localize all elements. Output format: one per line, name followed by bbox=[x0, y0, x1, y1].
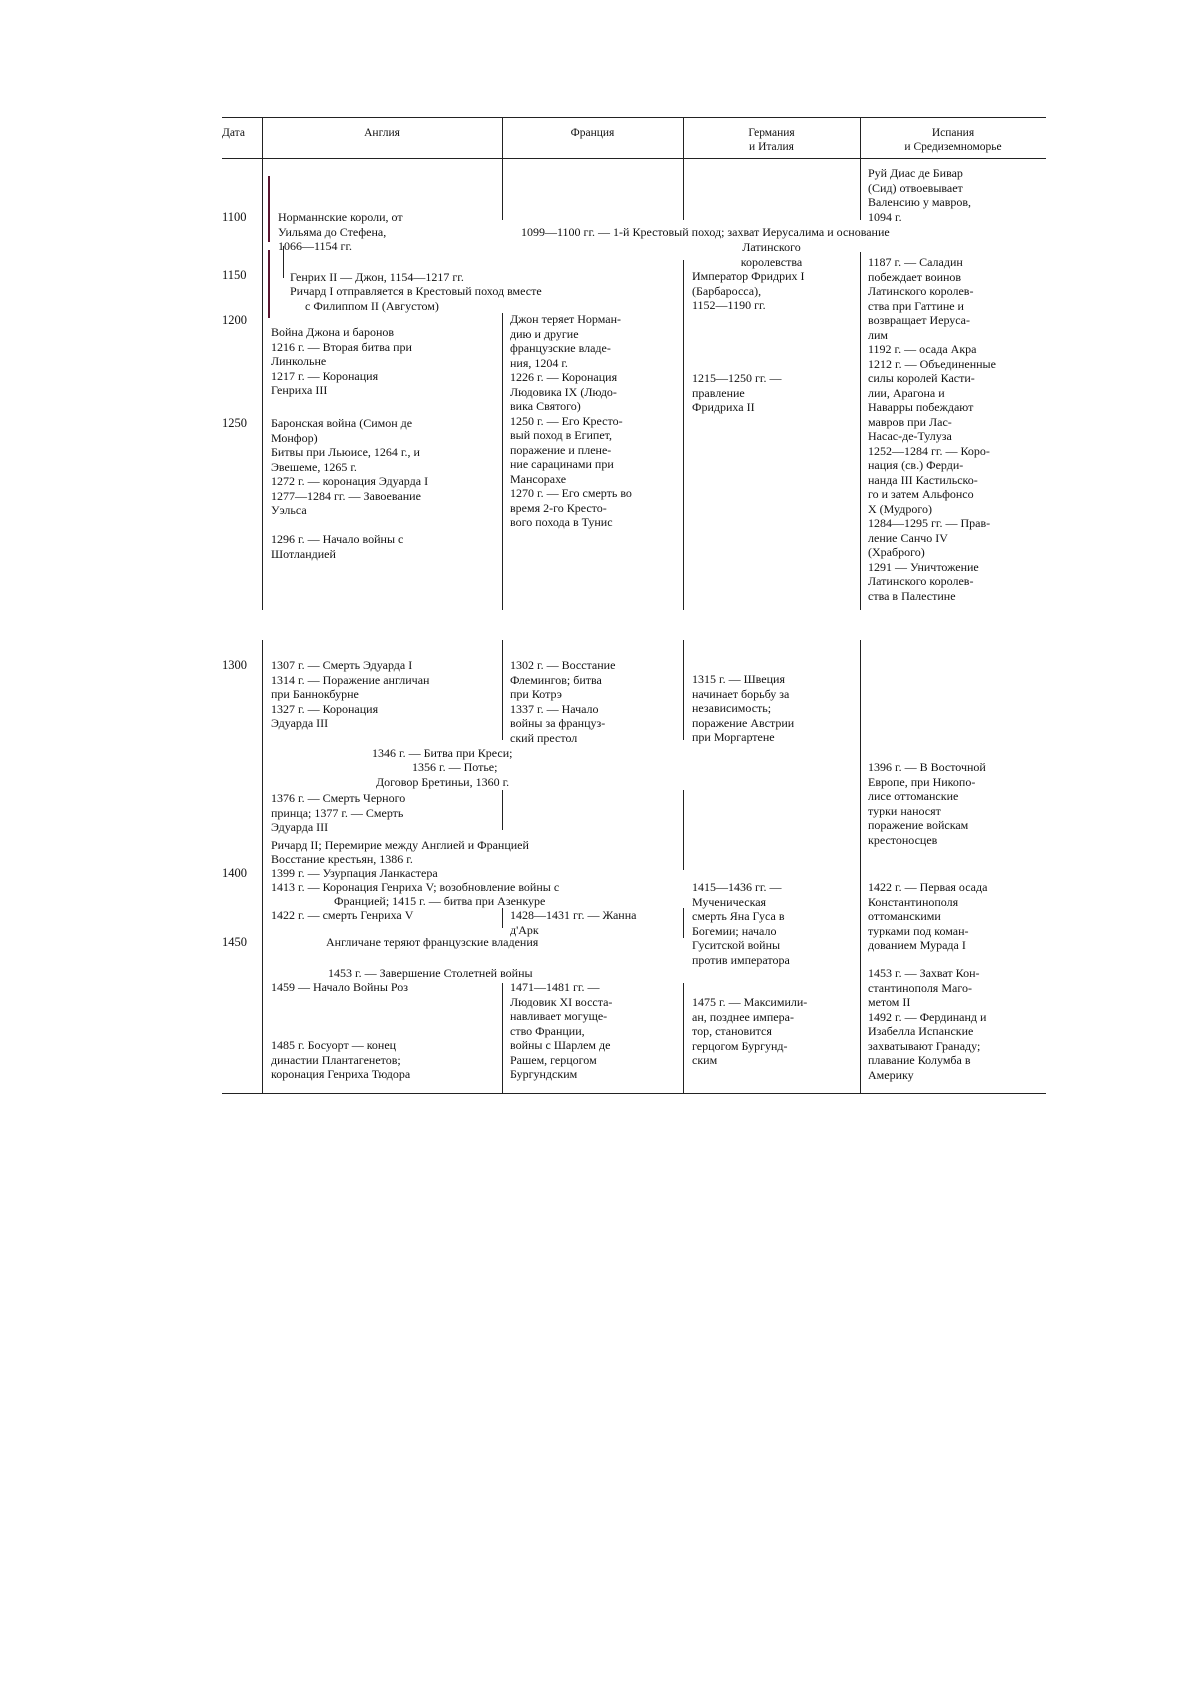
col-divider bbox=[262, 158, 263, 610]
germany-hus: 1415—1436 гг. — Мученическая смерть Яна Гуса в Богемии; начало Гуситской войны против императора bbox=[692, 880, 790, 967]
spain-section1: 1187 г. — Саладин побеждает воинов Латинского королев- ства при Гаттине и возвращает Иерусa- лим 1192 г. — осада Акра 1212 г. — Объединенные силы королей Касти- лии, Арагона и Наварры побеждают мавров при Лас- Насас-де-Тулуза 1252—1284 гг. — Коро- нация (св.) Ферди- нанда III Кастильско- го и затем Альфонсо X (Мудрого) 1284—1295 гг. — Прав- ление Санчо IV (Храброго) 1291 — Уничтожение Латинского королев- ства в Палестине bbox=[868, 255, 996, 603]
year-1200: 1200 bbox=[222, 313, 247, 327]
germany-barbarossa: Император Фридрих I (Барбаросса), 1152—1190 гг. bbox=[692, 269, 805, 312]
span-richard2: Ричард II; Перемирие между Англией и Францией bbox=[271, 838, 529, 852]
span-lose-french: Англичане теряют французские владения bbox=[326, 935, 539, 949]
first-crusade-latin-kingdom: Латинского королевства bbox=[740, 240, 803, 269]
bracket-norman bbox=[268, 176, 270, 242]
year-1250: 1250 bbox=[222, 416, 247, 430]
england-scotland-war: 1296 г. — Начало войны с Шотландией bbox=[271, 532, 404, 561]
col-divider bbox=[683, 158, 684, 220]
england-john-barons: Война Джона и баронов 1216 г. — Вторая битва при Линкольне 1217 г. — Коронация Генриха III bbox=[271, 325, 412, 397]
col-divider bbox=[683, 790, 684, 870]
england-henry2-john: Генрих II — Джон, 1154—1217 гг. bbox=[290, 270, 464, 284]
table-bottom-rule bbox=[222, 1093, 1046, 1094]
col-divider bbox=[502, 313, 503, 610]
col-divider bbox=[502, 983, 503, 1093]
span-henry5: 1413 г. — Коронация Генриха V; возобновление войны с bbox=[271, 880, 560, 894]
span-bretigny: Договор Бретиньи, 1360 г. bbox=[376, 775, 510, 789]
england-black-prince: 1376 г. — Смерть Черного принца; 1377 г. — Смерть Эдуарда III bbox=[271, 791, 406, 834]
col-divider bbox=[502, 640, 503, 740]
col-divider bbox=[860, 640, 861, 1093]
first-crusade-span: 1099—1100 гг. — 1-й Крестовый поход; захват Иерусалима и основание bbox=[521, 225, 890, 239]
england-bosworth: 1485 г. Босуорт — конец династии Плантагенетов; коронация Генриха Тюдора bbox=[271, 1038, 411, 1081]
col-divider bbox=[502, 158, 503, 220]
germany-frederick2: 1215—1250 гг. — правление Фридриха II bbox=[692, 371, 782, 414]
header-spain-mediterranean: Испания и Средиземноморье bbox=[904, 127, 1002, 153]
span-peasants: Восстание крестьян, 1386 г. bbox=[271, 852, 413, 866]
header-bottom-rule bbox=[222, 158, 1046, 159]
col-divider bbox=[502, 790, 503, 830]
france-section1: Джон теряет Норман- дию и другие французские владе- ния, 1204 г. 1226 г. — Коронация Людовика IX (Людо- вика Святого) 1250 г. — Его Кресто- вый поход в Египет, поражение и плене- ние сарацинами при Мансорахе 1270 г. — Его смерть во время 2-го Кресто- вого похода в Тунис bbox=[510, 312, 632, 529]
col-divider bbox=[502, 908, 503, 928]
span-hundred-years-end: 1453 г. — Завершение Столетней войны bbox=[328, 966, 533, 980]
table-top-rule bbox=[222, 117, 1046, 118]
col-divider bbox=[860, 252, 861, 610]
col-divider bbox=[683, 260, 684, 610]
bracket-richard bbox=[268, 250, 270, 318]
england-henry5-death: 1422 г. — смерть Генриха V bbox=[271, 908, 414, 922]
span-crecy: 1346 г. — Битва при Креси; bbox=[372, 746, 513, 760]
germany-sweden: 1315 г. — Швеция начинает борьбу за независимость; поражение Австрии при Моргартене bbox=[692, 672, 795, 744]
header-date: Дата bbox=[222, 127, 245, 139]
england-roses: 1459 — Начало Войны Роз bbox=[271, 980, 408, 994]
header-france: Франция bbox=[570, 127, 615, 139]
col-divider bbox=[683, 640, 684, 740]
england-barons-war: Баронская война (Симон де Монфор) Битвы при Льюисе, 1264 г., и Эвешеме, 1265 г. 1272 г. — коронация Эдуарда I 1277—1284 гг. — Завоевание Уэльса bbox=[271, 416, 429, 517]
england-richard1-crusade: Ричард I отправляется в Крестовый поход вместе с Филиппом II (Августом) bbox=[290, 284, 542, 313]
span-agincourt: Францией; 1415 г. — битва при Азенкуре bbox=[334, 894, 546, 908]
france-louis11: 1471—1481 гг. — Людовик XI восста- навливает могуще- ство Франции, войны с Шарлем де Рашем, герцогом Бургундским bbox=[510, 980, 613, 1081]
france-section2-early: 1302 г. — Восстание Флемингов; битва при Котрэ 1337 г. — Начало войны за француз- ский престол bbox=[510, 658, 616, 745]
span-lancaster: 1399 г. — Узурпация Ланкастера bbox=[271, 866, 438, 880]
spain-granada: 1453 г. — Захват Кон- стантинополя Маго- метом II 1492 г. — Фердинанд и Изабелла Испанские захватывают Гранаду; плавание Колумба в Америку bbox=[868, 966, 987, 1082]
spain-nicopolis: 1396 г. — В Восточной Европе, при Никопо- лисе оттоманские турки наносят поражение войскам крестоносцев bbox=[868, 760, 986, 847]
year-1450: 1450 bbox=[222, 935, 247, 949]
col-divider bbox=[683, 983, 684, 1093]
year-1300: 1300 bbox=[222, 658, 247, 672]
col-divider bbox=[262, 640, 263, 1093]
germany-maximilian: 1475 г. — Максимили- ан, позднее импера- тор, становится герцогом Бургунд- ским bbox=[692, 995, 808, 1067]
header-england: Англия bbox=[364, 127, 400, 139]
england-section2-early: 1307 г. — Смерть Эдуарда I 1314 г. — Поражение англичан при Баннокбурне 1327 г. — Коронация Эдуарда III bbox=[271, 658, 430, 730]
england-norman-kings: Норманнские короли, от Уильяма до Стефена, 1066—1154 гг. bbox=[278, 210, 403, 253]
france-joan-of-arc: 1428—1431 гг. — Жанна д'Арк bbox=[510, 908, 637, 937]
header-germany-italy: Германия и Италия bbox=[748, 127, 795, 153]
spain-constantinople-siege: 1422 г. — Первая осада Константинополя оттоманскими турками под коман- дованием Мурада I bbox=[868, 880, 988, 952]
year-1150: 1150 bbox=[222, 268, 247, 282]
spain-cid: Руй Диас де Бивар (Сид) отвоевывает Валенсию у мавров, 1094 г. bbox=[868, 166, 972, 224]
span-poitiers: 1356 г. — Потье; bbox=[412, 760, 498, 774]
col-divider bbox=[860, 158, 861, 220]
year-1400: 1400 bbox=[222, 866, 247, 880]
year-1100: 1100 bbox=[222, 210, 247, 224]
